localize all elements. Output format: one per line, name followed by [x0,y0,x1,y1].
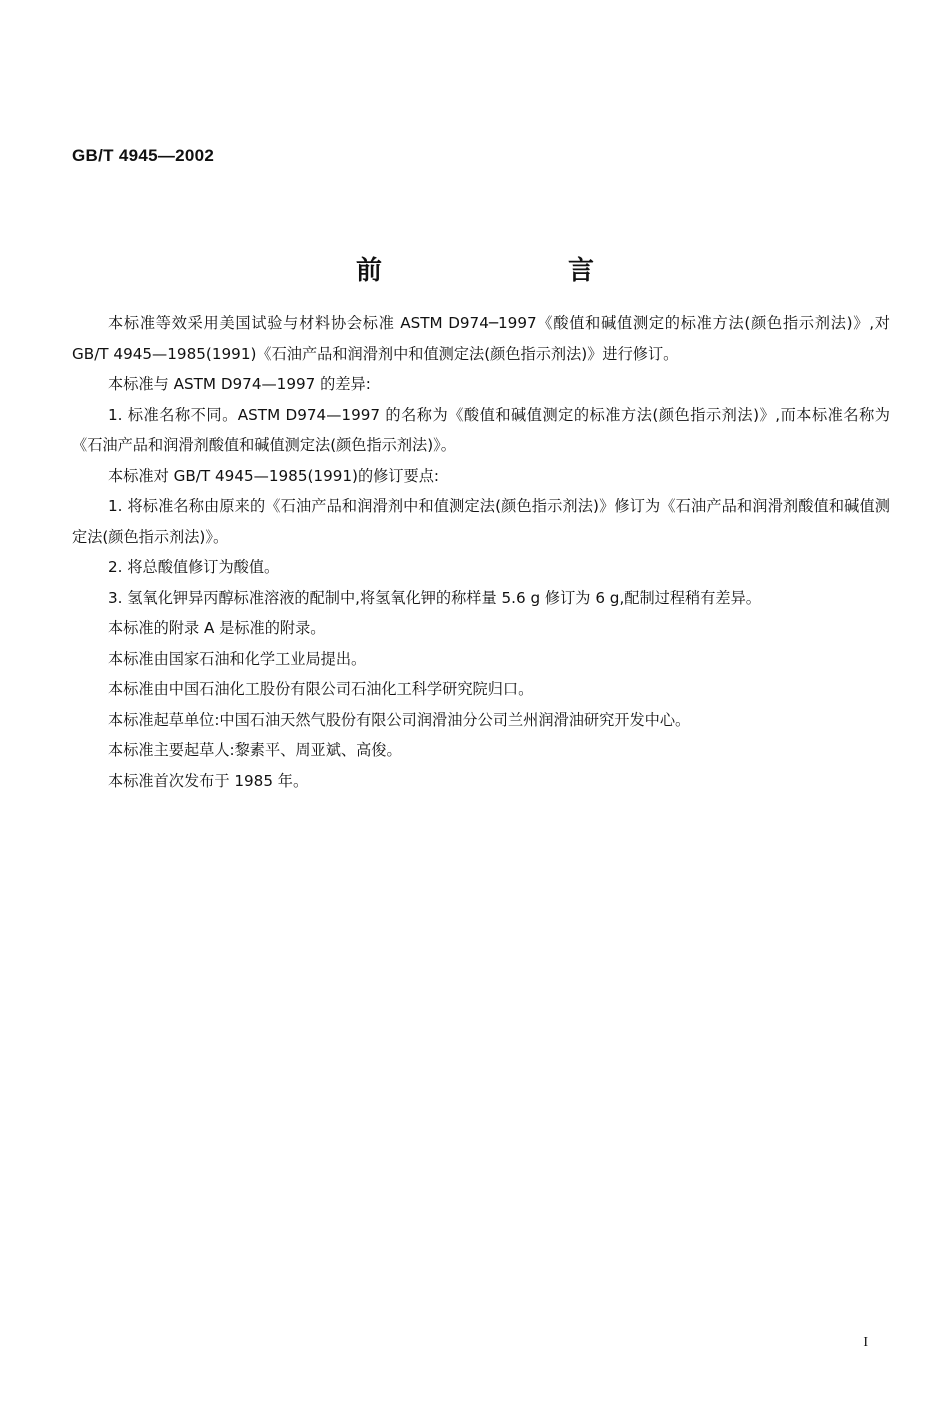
paragraph-revision-heading: 本标准对 GB/T 4945—1985(1991)的修订要点: [108,466,440,485]
paragraph-drafters: 本标准主要起草人:黎素平、周亚斌、高俊。 [108,741,402,759]
paragraph-differences-heading: 本标准与 ASTM D974—1997 的差异: [108,375,371,393]
paragraph-proposed-by: 本标准由国家石油和化学工业局提出。 [108,649,367,668]
paragraph-adoption: 本标准等效采用美国试验与材料协会标准 ASTM D974─1997《酸值和碱值测定的标准方法(颜色指示剂法)》,对 GB/T 4945—1985(1991)《石油产品和润滑剂中和值测定法(颜色指示剂法)》进行修订。 [72,314,890,363]
paragraph-revision-3: 3. 氢氧化钾异丙醇标准溶液的配制中,将氢氧化钾的称样量 5.6 g 修订为 6 g,配制过程稍有差异。 [108,588,761,607]
standard-code: GB/T 4945—2002 [72,146,215,165]
paragraph-centralized-by: 本标准由中国石油化工股份有限公司石油化工科学研究院归口。 [108,680,534,698]
foreword-body [72,308,890,796]
paragraph-revision-2: 2. 将总酸值修订为酸值。 [108,558,280,576]
paragraph-first-release: 本标准首次发布于 1985 年。 [108,771,309,790]
paragraph-drafting-unit: 本标准起草单位:中国石油天然气股份有限公司润滑油分公司兰州润滑油研究开发中心。 [108,710,691,729]
paragraph-appendix: 本标准的附录 A 是标准的附录。 [108,619,326,637]
paragraph-revision-1: 1. 将标准名称由原来的《石油产品和润滑剂中和值测定法(颜色指示剂法)》修订为《石油产品和润滑剂酸值和碱值测定法(颜色指示剂法)》。 [72,497,890,546]
page-number: I [863,1335,868,1350]
paragraph-difference-1: 1. 标准名称不同。ASTM D974—1997 的名称为《酸值和碱值测定的标准方法(颜色指示剂法)》,而本标准名称为《石油产品和润滑剂酸值和碱值测定法(颜色指示剂法)》。 [72,405,890,454]
page-title: 前 言 [355,256,674,286]
